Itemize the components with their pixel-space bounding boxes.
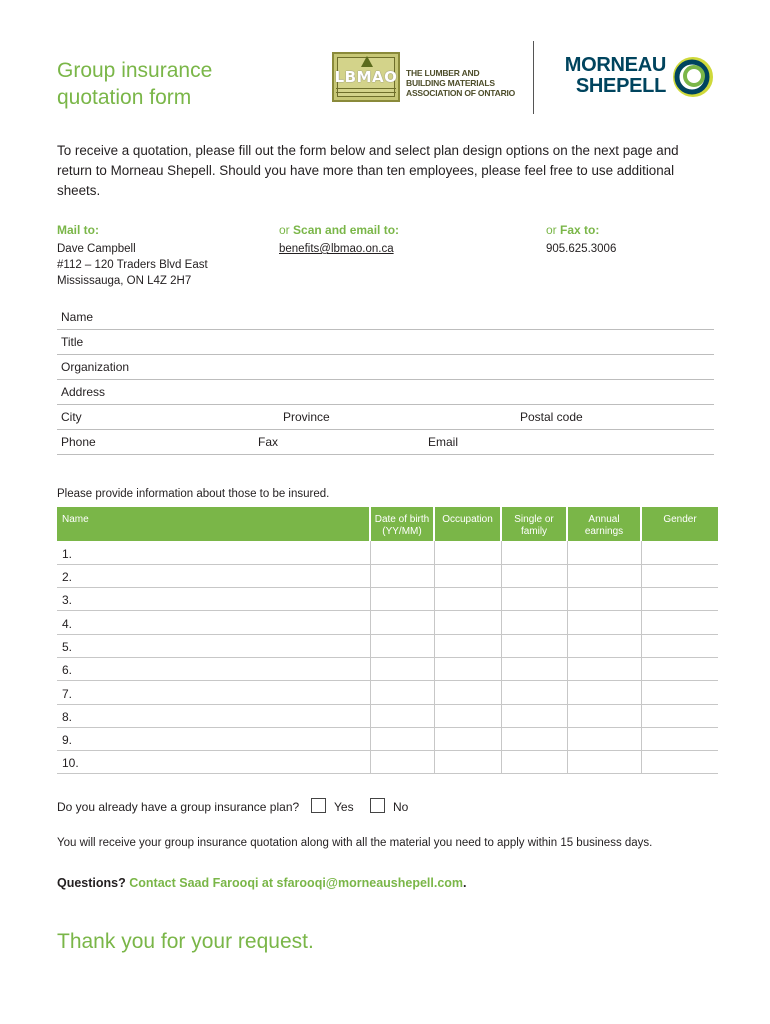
fax-or: or <box>546 223 561 237</box>
row-4-earnings-cell[interactable] <box>567 611 641 634</box>
row-10-dob-cell[interactable] <box>370 751 434 774</box>
row-4-name-cell[interactable]: 4. <box>57 611 370 634</box>
name-field-label: Name <box>61 310 94 324</box>
organization-field[interactable] <box>57 355 714 380</box>
questions-line <box>57 876 467 890</box>
row-2-dob-cell[interactable] <box>370 564 434 587</box>
row-3-dob-cell[interactable] <box>370 588 434 611</box>
lbmao-abbr: LBMAO <box>334 68 398 86</box>
row-7-occupation-cell[interactable] <box>434 681 501 704</box>
col-occupation: Occupation <box>434 507 501 541</box>
postal-code-field-label: Postal code <box>520 410 583 424</box>
row-2-gender-cell[interactable] <box>641 564 718 587</box>
no-checkbox[interactable] <box>370 798 385 813</box>
row-5-name-cell[interactable]: 5. <box>57 634 370 657</box>
row-6-occupation-cell[interactable] <box>434 657 501 680</box>
address-field[interactable] <box>57 380 714 405</box>
questions-contact[interactable]: Contact Saad Farooqi at sfarooqi@morneaushepell.com <box>129 876 464 890</box>
row-3-earnings-cell[interactable] <box>567 588 641 611</box>
row-9-dob-cell[interactable] <box>370 727 434 750</box>
table-row <box>57 704 718 727</box>
col-gender: Gender <box>641 507 718 541</box>
mail-to-block <box>57 222 208 289</box>
row-6-name-cell[interactable]: 6. <box>57 657 370 680</box>
morneau-line: MORNEAU <box>564 54 666 76</box>
logo-divider <box>533 41 534 114</box>
row-8-name-cell[interactable]: 8. <box>57 704 370 727</box>
row-6-single-family-cell[interactable] <box>501 657 567 680</box>
row-9-single-family-cell[interactable] <box>501 727 567 750</box>
row-8-single-family-cell[interactable] <box>501 704 567 727</box>
row-10-occupation-cell[interactable] <box>434 751 501 774</box>
fax-heading <box>546 222 616 238</box>
row-5-occupation-cell[interactable] <box>434 634 501 657</box>
scan-email-link[interactable]: benefits@lbmao.on.ca <box>279 243 394 255</box>
questions-period: . <box>463 876 467 890</box>
row-9-name-cell[interactable]: 9. <box>57 727 370 750</box>
table-row <box>57 564 718 587</box>
scan-or: or <box>279 223 294 237</box>
scan-heading-text: Scan and email to: <box>293 223 400 237</box>
city-field-label: City <box>61 410 82 424</box>
row-2-name-cell[interactable]: 2. <box>57 564 370 587</box>
table-row <box>57 588 718 611</box>
scan-email-block <box>279 222 399 257</box>
name-field[interactable] <box>57 305 714 330</box>
row-3-single-family-cell[interactable] <box>501 588 567 611</box>
lbmao-wordmark <box>406 68 515 98</box>
scan-email-heading <box>279 222 399 238</box>
col-date-of-birth: Date of birth (YY/MM) <box>370 507 434 541</box>
table-row <box>57 657 718 680</box>
row-6-earnings-cell[interactable] <box>567 657 641 680</box>
row-10-name-cell[interactable]: 10. <box>57 751 370 774</box>
col-annual-earnings: Annual earnings <box>567 507 641 541</box>
row-1-gender-cell[interactable] <box>641 541 718 564</box>
row-7-gender-cell[interactable] <box>641 681 718 704</box>
no-label: No <box>393 800 409 814</box>
row-10-single-family-cell[interactable] <box>501 751 567 774</box>
shepell-line: SHEPELL <box>575 75 666 97</box>
row-1-occupation-cell[interactable] <box>434 541 501 564</box>
row-1-name-cell[interactable]: 1. <box>57 541 370 564</box>
phone-field-label: Phone <box>61 435 96 449</box>
row-6-dob-cell[interactable] <box>370 657 434 680</box>
morneau-shepell-wordmark <box>548 55 666 97</box>
receive-note: You will receive your group insurance quotation along with all the material you need to apply within 15 business days. <box>57 837 653 849</box>
intro-paragraph: To receive a quotation, please fill out the form below and select plan design options on the next page and return to Morneau Shepell. Should you have more than ten employees, please feel free to use additional sheets. <box>57 143 679 198</box>
row-7-single-family-cell[interactable] <box>501 681 567 704</box>
row-5-single-family-cell[interactable] <box>501 634 567 657</box>
page-title-line-2: quotation form <box>57 86 192 109</box>
mail-to-city: Mississauga, ON L4Z 2H7 <box>57 275 192 287</box>
questions-label: Questions? <box>57 876 126 890</box>
row-4-gender-cell[interactable] <box>641 611 718 634</box>
row-9-earnings-cell[interactable] <box>567 727 641 750</box>
row-4-dob-cell[interactable] <box>370 611 434 634</box>
fax-block <box>546 222 616 257</box>
row-8-gender-cell[interactable] <box>641 704 718 727</box>
row-2-single-family-cell[interactable] <box>501 564 567 587</box>
col-name: Name <box>57 507 370 541</box>
organization-field-label: Organization <box>61 360 130 374</box>
row-3-name-cell[interactable]: 3. <box>57 588 370 611</box>
row-7-earnings-cell[interactable] <box>567 681 641 704</box>
mail-to-heading: Mail to: <box>57 223 99 237</box>
tree-icon <box>361 56 373 67</box>
table-row <box>57 541 718 564</box>
page-title-line-1: Group insurance <box>57 59 213 82</box>
table-row <box>57 681 718 704</box>
table-row <box>57 751 718 774</box>
lbmao-line-1: THE LUMBER AND <box>406 68 480 78</box>
row-3-gender-cell[interactable] <box>641 588 718 611</box>
title-field[interactable] <box>57 330 714 355</box>
city-province-postal-row[interactable] <box>57 405 714 430</box>
row-7-dob-cell[interactable] <box>370 681 434 704</box>
row-10-earnings-cell[interactable] <box>567 751 641 774</box>
yes-label: Yes <box>334 800 354 814</box>
table-row <box>57 611 718 634</box>
province-field-label: Province <box>283 410 330 424</box>
thank-you-message: Thank you for your request. <box>57 930 314 953</box>
row-5-gender-cell[interactable] <box>641 634 718 657</box>
morneau-shepell-logo <box>548 55 718 105</box>
row-7-name-cell[interactable]: 7. <box>57 681 370 704</box>
email-field-label: Email <box>428 435 459 449</box>
col-single-family: Single or family <box>501 507 567 541</box>
row-2-occupation-cell[interactable] <box>434 564 501 587</box>
row-4-occupation-cell[interactable] <box>434 611 501 634</box>
insured-prompt: Please provide information about those to be insured. <box>57 488 330 500</box>
table-row <box>57 727 718 750</box>
phone-fax-email-row[interactable] <box>57 430 714 455</box>
insured-table <box>57 507 718 774</box>
mail-to-street: #112 – 120 Traders Blvd East <box>57 259 208 271</box>
row-10-gender-cell[interactable] <box>641 751 718 774</box>
row-4-single-family-cell[interactable] <box>501 611 567 634</box>
fax-field-label: Fax <box>258 435 279 449</box>
table-row <box>57 634 718 657</box>
row-5-dob-cell[interactable] <box>370 634 434 657</box>
row-1-earnings-cell[interactable] <box>567 541 641 564</box>
lbmao-line-2: BUILDING MATERIALS <box>406 78 495 88</box>
row-3-occupation-cell[interactable] <box>434 588 501 611</box>
row-8-earnings-cell[interactable] <box>567 704 641 727</box>
ring-logo-icon <box>671 55 715 99</box>
applicant-info-fields <box>57 305 714 455</box>
lbmao-logo <box>332 52 522 104</box>
insured-table-header <box>57 507 718 541</box>
lbmao-badge <box>332 52 400 102</box>
row-8-occupation-cell[interactable] <box>434 704 501 727</box>
lbmao-line-3: ASSOCIATION OF ONTARIO <box>406 88 516 98</box>
address-field-label: Address <box>61 385 106 399</box>
row-2-earnings-cell[interactable] <box>567 564 641 587</box>
row-8-dob-cell[interactable] <box>370 704 434 727</box>
row-6-gender-cell[interactable] <box>641 657 718 680</box>
row-9-occupation-cell[interactable] <box>434 727 501 750</box>
row-5-earnings-cell[interactable] <box>567 634 641 657</box>
yes-checkbox[interactable] <box>311 798 326 813</box>
row-9-gender-cell[interactable] <box>641 727 718 750</box>
title-field-label: Title <box>61 335 84 349</box>
fax-number: 905.625.3006 <box>546 243 617 255</box>
page-title <box>57 57 212 111</box>
fax-heading-text: Fax to: <box>560 223 600 237</box>
mail-to-name: Dave Campbell <box>57 243 136 255</box>
plan-question: Do you already have a group insurance plan? <box>57 800 300 814</box>
row-1-single-family-cell[interactable] <box>501 541 567 564</box>
row-1-dob-cell[interactable] <box>370 541 434 564</box>
